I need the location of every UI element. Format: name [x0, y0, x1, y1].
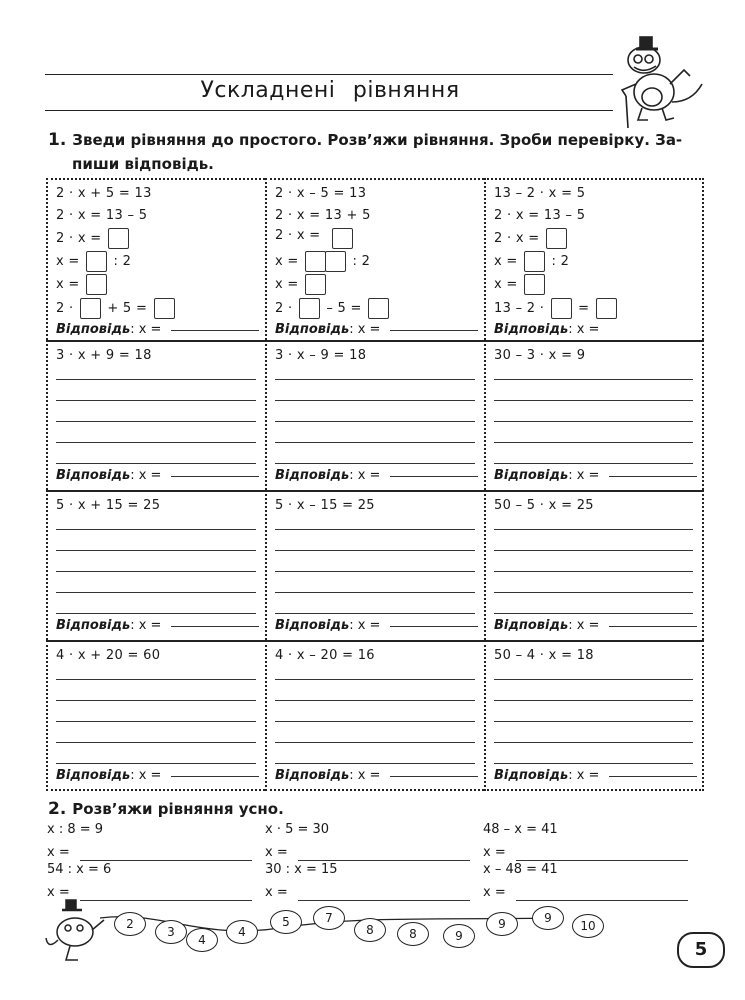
answer-line [56, 322, 259, 337]
writing-line[interactable] [56, 463, 256, 464]
cell-r3-c1 [46, 490, 265, 640]
number-balloon: 8 [354, 918, 386, 942]
answer-blank[interactable] [171, 475, 259, 477]
answer-line [275, 768, 478, 783]
writing-line[interactable] [275, 700, 475, 701]
cell-r4-c1 [46, 640, 265, 791]
x-label: x = [483, 845, 506, 860]
answer-box[interactable] [332, 228, 353, 249]
step-1: 2 · x = 13 + 5 [275, 208, 371, 223]
x-label: x = [47, 845, 70, 860]
step-4: x = [275, 277, 299, 292]
answer-label: Відповідь [275, 618, 350, 633]
task2-number: 2. [48, 799, 67, 819]
answer-line [494, 322, 599, 337]
number-balloon: 7 [313, 906, 345, 930]
answer-box[interactable] [80, 298, 101, 319]
answer-var: : x = [349, 618, 381, 633]
writing-line[interactable] [275, 550, 475, 551]
writing-line[interactable] [275, 742, 475, 743]
answer-box[interactable] [596, 298, 617, 319]
equation: 4 · x – 20 = 16 [275, 648, 375, 663]
equation: 13 – 2 · x = 5 [494, 186, 586, 201]
answer-box[interactable] [524, 251, 545, 272]
writing-line[interactable] [494, 763, 693, 764]
answer-box[interactable] [305, 274, 326, 295]
answer-box[interactable] [86, 251, 107, 272]
equation: 50 – 4 · x = 18 [494, 648, 594, 663]
answer-blank[interactable] [609, 775, 697, 777]
equation-grid [46, 178, 704, 791]
page-title: Ускладнені рівняння [200, 78, 460, 103]
answer-label: Відповідь [494, 768, 569, 783]
answer-blank[interactable] [390, 775, 478, 777]
equation: 4 · x + 20 = 60 [56, 648, 161, 663]
answer-blank[interactable] [171, 625, 259, 627]
writing-line[interactable] [56, 592, 256, 593]
answer-blank[interactable] [390, 625, 478, 627]
oral-equation: 30 : x = 15 [265, 862, 338, 877]
cell-r3-c3 [484, 490, 704, 640]
answer-var: : x = [130, 618, 162, 633]
task1-number: 1. [48, 130, 67, 150]
answer-label: Відповідь [56, 322, 131, 337]
writing-line[interactable] [56, 721, 256, 722]
cell-r3-c2 [265, 490, 484, 640]
number-balloon: 4 [186, 928, 218, 952]
number-balloon: 2 [114, 912, 146, 936]
number-balloon: 9 [532, 906, 564, 930]
header-rule-top [45, 74, 613, 75]
answer-blank[interactable] [171, 329, 259, 331]
equation: 5 · x + 15 = 25 [56, 498, 161, 513]
task2-text: Розв’яжи рівняння усно. [72, 800, 284, 818]
writing-line[interactable] [494, 550, 693, 551]
answer-box[interactable] [325, 251, 346, 272]
writing-line[interactable] [494, 721, 693, 722]
answer-label: Відповідь [275, 468, 350, 483]
equation: 30 – 3 · x = 9 [494, 348, 586, 363]
writing-line[interactable] [56, 742, 256, 743]
writing-line[interactable] [494, 613, 693, 614]
answer-label: Відповідь [56, 468, 131, 483]
step-2: 2 · x = [494, 231, 540, 246]
step-3-left: x = [494, 254, 518, 269]
answer-label: Відповідь [494, 322, 569, 337]
writing-line[interactable] [494, 571, 693, 572]
check-right: = [578, 301, 590, 316]
writing-line[interactable] [494, 400, 693, 401]
answer-var: : x = [130, 322, 162, 337]
answer-var: : x = [568, 322, 600, 337]
answer-line [494, 468, 697, 483]
answer-line [56, 468, 259, 483]
oral-equation: x – 48 = 41 [483, 862, 558, 877]
oral-equation: 54 : x = 6 [47, 862, 112, 877]
cell-r2-c2 [265, 340, 484, 490]
writing-line[interactable] [275, 400, 475, 401]
writing-line[interactable] [56, 763, 256, 764]
writing-line[interactable] [56, 700, 256, 701]
answer-box[interactable] [551, 298, 572, 319]
equation: 3 · x + 9 = 18 [56, 348, 152, 363]
step-1: 2 · x = 13 – 5 [494, 208, 586, 223]
answer-var: : x = [130, 768, 162, 783]
writing-line[interactable] [275, 613, 475, 614]
writing-line[interactable] [494, 442, 693, 443]
writing-line[interactable] [275, 679, 475, 680]
answer-label: Відповідь [494, 618, 569, 633]
writing-line[interactable] [56, 550, 256, 551]
step-1: 2 · x = 13 – 5 [56, 208, 148, 223]
writing-line[interactable] [275, 463, 475, 464]
writing-line[interactable] [56, 421, 256, 422]
cell-r1-c1 [46, 178, 265, 340]
answer-blank[interactable] [390, 475, 478, 477]
oral-equation: x · 5 = 30 [265, 822, 330, 837]
answer-label: Відповідь [275, 768, 350, 783]
answer-blank[interactable] [171, 775, 259, 777]
step-3-right: : 2 [352, 254, 371, 269]
answer-box[interactable] [524, 274, 545, 295]
writing-line[interactable] [494, 463, 693, 464]
cell-r1-c3 [484, 178, 704, 340]
number-balloon: 9 [486, 912, 518, 936]
writing-line[interactable] [275, 763, 475, 764]
cell-r4-c2 [265, 640, 484, 791]
answer-blank[interactable] [80, 860, 252, 861]
mascot-illustration [612, 32, 712, 132]
answer-line [494, 618, 697, 633]
answer-blank[interactable] [390, 329, 478, 331]
step-3-left: x = [56, 254, 80, 269]
answer-var: : x = [349, 768, 381, 783]
number-balloon: 9 [443, 924, 475, 948]
writing-line[interactable] [275, 721, 475, 722]
answer-label: Відповідь [56, 618, 131, 633]
header-rule-bottom [45, 110, 613, 111]
answer-line [275, 322, 478, 337]
answer-var: : x = [349, 468, 381, 483]
task1-instructions [48, 128, 708, 176]
page-number: 5 [677, 932, 725, 968]
equation: 3 · x – 9 = 18 [275, 348, 367, 363]
step-3-right: : 2 [551, 254, 570, 269]
answer-blank[interactable] [516, 860, 688, 861]
writing-line[interactable] [275, 529, 475, 530]
writing-line[interactable] [275, 592, 475, 593]
answer-line [56, 618, 259, 633]
answer-label: Відповідь [275, 322, 350, 337]
step-2: 2 · x = [56, 231, 102, 246]
writing-line[interactable] [275, 421, 475, 422]
x-label: x = [483, 885, 506, 900]
step-4: x = [494, 277, 518, 292]
check-left: 2 · [275, 301, 293, 316]
answer-var: : x = [349, 322, 381, 337]
equation: 2 · x – 5 = 13 [275, 186, 367, 201]
writing-line[interactable] [494, 679, 693, 680]
answer-line [275, 468, 478, 483]
task2-heading [48, 797, 284, 821]
cell-r2-c1 [46, 340, 265, 490]
answer-line [275, 618, 478, 633]
answer-line [56, 768, 259, 783]
writing-line[interactable] [494, 592, 693, 593]
writing-line[interactable] [56, 529, 256, 530]
check-left: 13 – 2 · [494, 301, 545, 316]
number-balloon: 10 [572, 914, 604, 938]
writing-line[interactable] [275, 379, 475, 380]
writing-line[interactable] [56, 379, 256, 380]
writing-line[interactable] [494, 379, 693, 380]
answer-var: : x = [568, 618, 600, 633]
writing-line[interactable] [494, 421, 693, 422]
answer-box[interactable] [86, 274, 107, 295]
task1-text-line2: пиши відповідь. [72, 155, 214, 173]
writing-line[interactable] [275, 442, 475, 443]
equation: 5 · x – 15 = 25 [275, 498, 375, 513]
writing-line[interactable] [494, 529, 693, 530]
x-label: x = [265, 885, 288, 900]
answer-var: : x = [568, 768, 600, 783]
answer-label: Відповідь [56, 768, 131, 783]
answer-blank[interactable] [609, 625, 697, 627]
answer-var: : x = [568, 468, 600, 483]
answer-box[interactable] [546, 228, 567, 249]
answer-box[interactable] [368, 298, 389, 319]
equation: 50 – 5 · x = 25 [494, 498, 594, 513]
answer-blank[interactable] [298, 860, 470, 861]
number-balloon: 3 [155, 920, 187, 944]
check-right: + 5 = [107, 301, 148, 316]
writing-line[interactable] [275, 571, 475, 572]
x-label: x = [265, 845, 288, 860]
check-left: 2 · [56, 301, 74, 316]
step-3-left: x = [275, 254, 299, 269]
step-2: 2 · x = [275, 228, 321, 243]
step-4: x = [56, 277, 80, 292]
writing-line[interactable] [56, 679, 256, 680]
writing-line[interactable] [494, 700, 693, 701]
x-label: x = [47, 885, 70, 900]
oral-equation: x : 8 = 9 [47, 822, 104, 837]
answer-blank[interactable] [609, 475, 697, 477]
equation: 2 · x + 5 = 13 [56, 186, 152, 201]
writing-line[interactable] [56, 442, 256, 443]
number-balloon: 8 [397, 922, 429, 946]
writing-line[interactable] [494, 742, 693, 743]
answer-var: : x = [130, 468, 162, 483]
answer-box[interactable] [299, 298, 320, 319]
cell-r4-c3 [484, 640, 704, 791]
oral-equation: 48 – x = 41 [483, 822, 558, 837]
task1-text-line1: Зведи рівняння до простого. Розв’яжи рівняння. Зроби перевірку. За- [72, 131, 683, 149]
answer-label: Відповідь [494, 468, 569, 483]
answer-box[interactable] [154, 298, 175, 319]
writing-line[interactable] [56, 613, 256, 614]
answer-box[interactable] [305, 251, 326, 272]
check-right: – 5 = [326, 301, 362, 316]
cell-r2-c3 [484, 340, 704, 490]
writing-line[interactable] [56, 400, 256, 401]
number-balloon: 4 [226, 920, 258, 944]
cell-r1-c2 [265, 178, 484, 340]
answer-line [494, 768, 697, 783]
writing-line[interactable] [56, 571, 256, 572]
number-balloon: 5 [270, 910, 302, 934]
answer-box[interactable] [108, 228, 129, 249]
step-3-right: : 2 [113, 254, 132, 269]
